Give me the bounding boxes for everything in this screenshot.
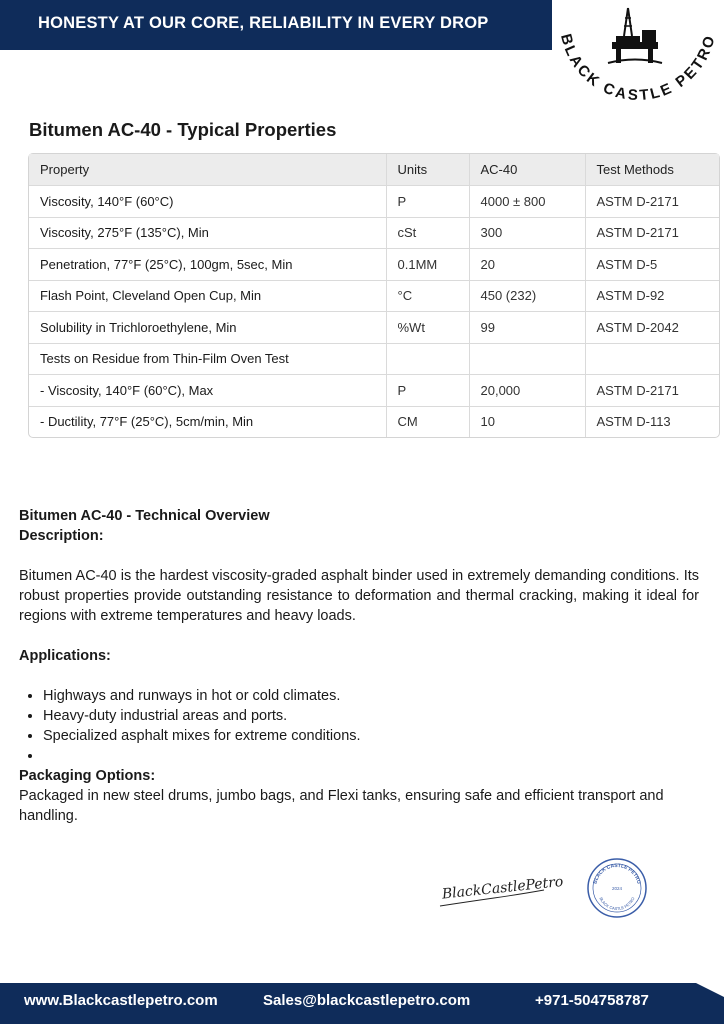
- table-row: [29, 406, 719, 437]
- table-row: [29, 375, 719, 407]
- header-tagline: HONESTY AT OUR CORE, RELIABILITY IN EVERY DROP: [38, 14, 489, 32]
- list-item: • Highways and runways in hot or cold climates.: [43, 686, 699, 706]
- cell-value: [469, 343, 585, 375]
- column-header-test-methods: Test Methods: [585, 154, 719, 186]
- brand-logo: [550, 0, 724, 110]
- cell-test-method: ASTM D-2171: [585, 217, 719, 249]
- cell-property: Viscosity, 140°F (60°C): [29, 186, 386, 218]
- cell-test-method: ASTM D-5: [585, 249, 719, 281]
- stamp-year: 2024: [611, 886, 623, 891]
- cell-units: [386, 343, 469, 375]
- cell-value: 20,000: [469, 375, 585, 407]
- cell-units: CM: [386, 406, 469, 437]
- cell-property: Solubility in Trichloroethylene, Min: [29, 312, 386, 344]
- cell-units: P: [386, 375, 469, 407]
- svg-text:BLACK CASTLE PETRO: [592, 863, 641, 885]
- footer-email[interactable]: Sales@blackcastlepetro.com: [263, 992, 471, 1009]
- cell-units: P: [386, 186, 469, 218]
- applications-list: [19, 686, 699, 766]
- table-row: [29, 217, 719, 249]
- stamp-bottom-text: BLACK CASTLE PETRO: [598, 896, 636, 912]
- cell-property: Viscosity, 275°F (135°C), Min: [29, 217, 386, 249]
- cell-units: 0.1MM: [386, 249, 469, 281]
- signature-text: BlackCastlePetro: [441, 873, 565, 903]
- cell-value: 4000 ± 800: [469, 186, 585, 218]
- cell-test-method: ASTM D-2171: [585, 375, 719, 407]
- stamp-top-text: BLACK CASTLE PETRO: [592, 862, 642, 885]
- properties-table: [28, 153, 720, 438]
- list-item: • Heavy-duty industrial areas and ports.: [43, 706, 699, 726]
- cell-test-method: ASTM D-2042: [585, 312, 719, 344]
- oil-rig-icon: [608, 8, 662, 63]
- cell-test-method: ASTM D-2171: [585, 186, 719, 218]
- cell-value: 10: [469, 406, 585, 437]
- packaging-label: Packaging Options:: [19, 768, 156, 784]
- description-label: Description:: [19, 528, 104, 544]
- footer-phone[interactable]: +971-504758787: [535, 992, 649, 1009]
- cell-value: 300: [469, 217, 585, 249]
- list-item: • Specialized asphalt mixes for extreme conditions.: [43, 726, 699, 746]
- table-row: [29, 280, 719, 312]
- signature: [436, 862, 565, 912]
- cell-test-method: ASTM D-92: [585, 280, 719, 312]
- list-item: [43, 746, 699, 766]
- cell-value: 20: [469, 249, 585, 281]
- column-header-units: Units: [386, 154, 469, 186]
- table-row: [29, 312, 719, 344]
- cell-units: cSt: [386, 217, 469, 249]
- cell-test-method: [585, 343, 719, 375]
- cell-property: Penetration, 77°F (25°C), 100gm, 5sec, Min: [29, 249, 386, 281]
- overview-heading: Bitumen AC-40 - Technical Overview: [19, 508, 270, 524]
- column-header-grade: AC-40: [469, 154, 585, 186]
- svg-text:BLACK CASTLE PETRO: [598, 896, 635, 911]
- overview-section: [19, 506, 699, 546]
- footer-website[interactable]: www.Blackcastlepetro.com: [24, 992, 218, 1009]
- cell-value: 450 (232): [469, 280, 585, 312]
- description-text: Bitumen AC-40 is the hardest viscosity-graded asphalt binder used in extremely demanding conditions. Its robust properties provide outstanding resistance to deformation and thermal cracking, making it ideal for regions with extreme temperatures and heavy loads.: [19, 568, 699, 624]
- packaging-text: Packaged in new steel drums, jumbo bags, and Flexi tanks, ensuring safe and efficient transport and handling.: [19, 788, 664, 824]
- cell-property: - Viscosity, 140°F (60°C), Max: [29, 375, 386, 407]
- cell-units: °C: [386, 280, 469, 312]
- company-stamp: [586, 857, 648, 919]
- cell-value: 99: [469, 312, 585, 344]
- cell-property: Flash Point, Cleveland Open Cup, Min: [29, 280, 386, 312]
- table-header-row: [29, 154, 719, 186]
- table-row: [29, 249, 719, 281]
- page-title: Bitumen AC-40 - Typical Properties: [29, 119, 337, 140]
- cell-test-method: ASTM D-113: [596, 414, 671, 430]
- table-row: [29, 343, 719, 375]
- cell-property: Tests on Residue from Thin-Film Oven Test: [29, 343, 386, 375]
- brand-logo-text: BLACK CASTLE PETRO: [557, 32, 720, 105]
- cell-units: %Wt: [386, 312, 469, 344]
- table-row: [29, 186, 719, 218]
- column-header-property: Property: [29, 154, 386, 186]
- cell-property: - Ductility, 77°F (25°C), 5cm/min, Min: [29, 406, 386, 437]
- applications-label: Applications:: [19, 648, 111, 664]
- packaging-section: [19, 766, 699, 826]
